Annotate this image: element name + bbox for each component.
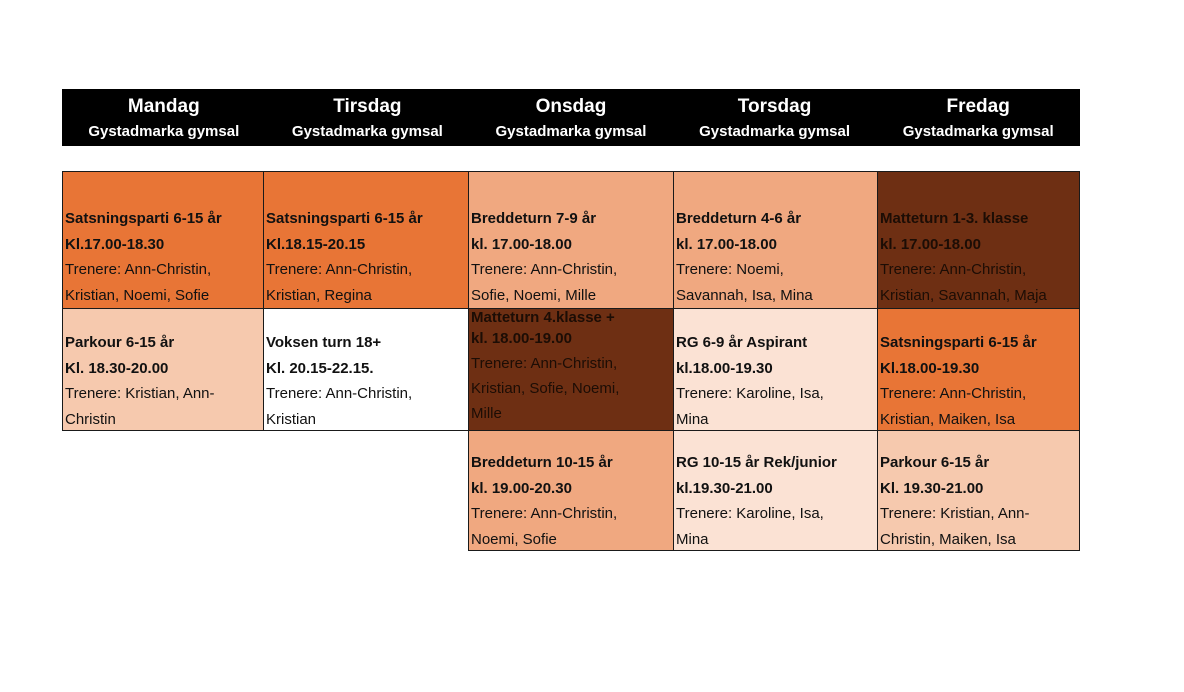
session-trainers: Kristian, Maiken, Isa (880, 410, 1016, 428)
session-trainers: Christin (65, 410, 116, 428)
session-trainers: Trenere: Ann-Christin, (266, 385, 413, 402)
session-tuesday-2 (263, 308, 469, 431)
session-thursday-3 (673, 430, 878, 551)
session-time: Kl. 20.15-22.15. (266, 359, 374, 377)
session-trainers: Trenere: Kristian, Ann- (65, 385, 215, 402)
session-trainers: Kristian (266, 410, 317, 428)
session-trainers: Trenere: Ann-Christin, (471, 261, 618, 278)
day-location: Gystadmarka gymsal (902, 123, 1054, 140)
session-title: Voksen turn 18+ (266, 334, 382, 351)
session-thursday-2 (673, 308, 878, 431)
session-title: RG 6-9 år Aspirant (676, 334, 808, 351)
session-trainers: Trenere: Ann-Christin, (880, 261, 1027, 278)
session-friday-1 (877, 171, 1080, 309)
session-time: kl.19.30-21.00 (676, 479, 773, 497)
session-title: Satsningsparti 6-15 år (65, 210, 222, 227)
session-trainers: Mina (676, 530, 709, 548)
session-trainers: Trenere: Kristian, Ann- (880, 505, 1030, 522)
session-time: Kl.18.15-20.15 (266, 235, 366, 253)
session-trainers: Trenere: Ann-Christin, (471, 355, 618, 372)
session-trainers: Trenere: Ann-Christin, (471, 505, 618, 522)
day-location: Gystadmarka gymsal (699, 123, 851, 140)
session-wednesday-2 (468, 308, 674, 431)
session-time: Kl.18.00-19.30 (880, 359, 980, 377)
session-title: Matteturn 4.klasse + (471, 309, 615, 326)
day-name: Torsdag (737, 96, 812, 117)
session-time: kl. 17.00-18.00 (471, 235, 572, 253)
day-location: Gystadmarka gymsal (291, 123, 443, 140)
day-name: Tirsdag (333, 96, 402, 117)
session-monday-1 (62, 171, 265, 309)
session-trainers: Sofie, Noemi, Mille (471, 286, 597, 304)
session-trainers: Mille (471, 405, 502, 422)
day-location: Gystadmarka gymsal (495, 123, 647, 140)
session-time: kl. 18.00-19.00 (471, 330, 572, 347)
session-trainers: Trenere: Karoline, Isa, (676, 385, 824, 402)
session-friday-2 (877, 308, 1080, 431)
session-trainers: Trenere: Ann-Christin, (880, 385, 1027, 402)
session-trainers: Christin, Maiken, Isa (880, 530, 1016, 548)
session-trainers: Noemi, Sofie (471, 530, 557, 548)
session-time: kl. 17.00-18.00 (880, 235, 981, 253)
session-title: Parkour 6-15 år (880, 454, 990, 471)
session-tuesday-1 (263, 171, 469, 309)
session-thursday-1 (673, 171, 878, 309)
session-title: Breddeturn 4-6 år (676, 210, 802, 227)
session-title: Parkour 6-15 år (65, 334, 175, 351)
session-title: RG 10-15 år Rek/junior (676, 454, 837, 471)
session-trainers: Kristian, Noemi, Sofie (65, 286, 210, 304)
session-time: Kl.17.00-18.30 (65, 235, 165, 253)
session-trainers: Trenere: Noemi, (676, 261, 784, 278)
session-trainers: Kristian, Savannah, Maja (880, 286, 1047, 304)
session-trainers: Savannah, Isa, Mina (676, 286, 813, 304)
session-trainers: Trenere: Ann-Christin, (65, 261, 212, 278)
session-trainers: Kristian, Regina (266, 286, 372, 304)
session-time: Kl. 18.30-20.00 (65, 359, 169, 377)
day-name: Fredag (946, 96, 1010, 117)
session-time: kl. 19.00-20.30 (471, 479, 572, 497)
session-time: kl. 17.00-18.00 (676, 235, 777, 253)
session-monday-2 (62, 308, 265, 431)
session-title: Matteturn 1-3. klasse (880, 210, 1029, 227)
day-name: Onsdag (535, 96, 607, 117)
session-trainers: Trenere: Karoline, Isa, (676, 505, 824, 522)
session-trainers: Trenere: Ann-Christin, (266, 261, 413, 278)
day-name: Mandag (127, 96, 200, 117)
session-title: Satsningsparti 6-15 år (266, 210, 423, 227)
day-location: Gystadmarka gymsal (88, 123, 240, 140)
session-friday-3 (877, 430, 1080, 551)
session-time: kl.18.00-19.30 (676, 359, 773, 377)
session-trainers: Mina (676, 410, 709, 428)
session-wednesday-1 (468, 171, 674, 309)
session-trainers: Kristian, Sofie, Noemi, (471, 380, 620, 397)
session-time: Kl. 19.30-21.00 (880, 479, 984, 497)
session-wednesday-3 (468, 430, 674, 551)
session-title: Satsningsparti 6-15 år (880, 334, 1037, 351)
session-title: Breddeturn 7-9 år (471, 210, 597, 227)
session-title: Breddeturn 10-15 år (471, 454, 613, 471)
